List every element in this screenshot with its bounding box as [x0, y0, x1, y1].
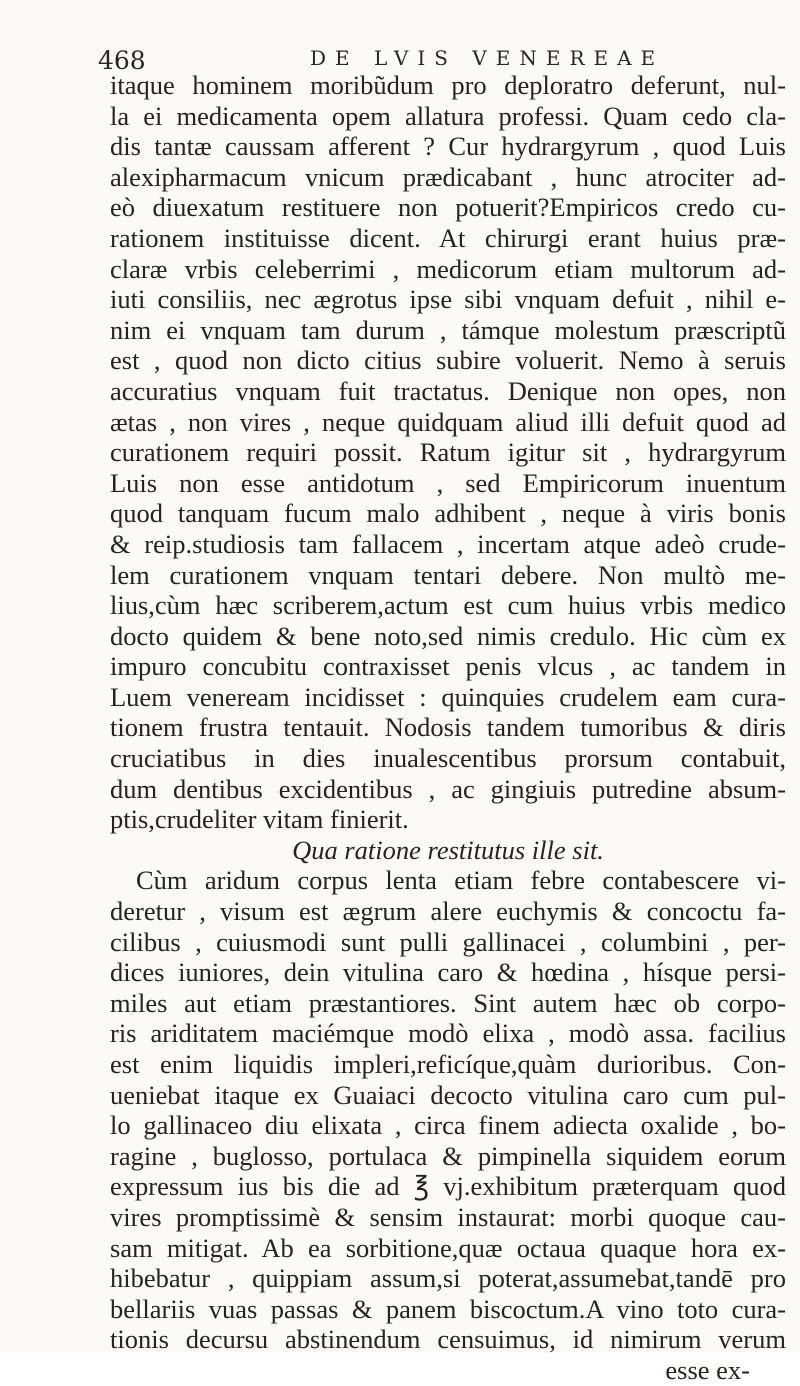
text-line: lo gallinaceo diu elixata , circa finem adiecta oxalide , bo- — [110, 1110, 786, 1141]
text-line: la ei medicamenta opem allatura professi. Quam cedo cla- — [110, 100, 786, 131]
paragraph-two — [110, 865, 786, 1355]
text-line: vires promptissimè & sensim instaurat: morbi quoque cau- — [110, 1201, 786, 1232]
text-line: est , quod non dicto citius subire voluerit. Nemo à seruis — [110, 345, 786, 376]
text-line: & reip.studiosis tam fallacem , incertam atque adeò crude- — [110, 528, 786, 559]
text-line: rationem instituisse dicent. At chirurgi erant huius præ- — [110, 222, 786, 253]
text-line: hibebatur , quippiam assum,si poterat,assumebat,tandē pro — [110, 1263, 786, 1294]
text-line: nim ei vnquam tam durum , támque molestum præscriptũ — [110, 314, 786, 345]
page-number: 468 — [98, 46, 146, 75]
text-line: bellariis vuas passas & panem biscoctum.A vino toto cura- — [110, 1293, 786, 1324]
text-line: miles aut etiam præstantiores. Sint autem hæc ob corpo- — [110, 987, 786, 1018]
text-line: Luis non esse antidotum , sed Empiricorum inuentum — [110, 467, 786, 498]
text-line: sam mitigat. Ab ea sorbitione,quæ octaua quaque hora ex- — [110, 1232, 786, 1263]
text-line: lius,cùm hæc scriberem,actum est cum huius vrbis medico — [110, 590, 786, 621]
text-line: deretur , visum est ægrum alere euchymis & concoctu fa- — [110, 896, 786, 927]
text-line: expressum ius bis die ad ℥ vj.exhibitum præterquam quod — [110, 1171, 786, 1202]
text-line: ris ariditatem maciémque modò elixa , modò assa. facilius — [110, 1018, 786, 1049]
text-line: claræ vrbis celeberrimi , medicorum etiam multorum ad- — [110, 253, 786, 284]
text-line: curationem requiri possit. Ratum igitur sit , hydrargyrum — [110, 437, 786, 468]
text-line: impuro concubitu contraxisset penis vlcus , ac tandem in — [110, 651, 786, 682]
text-line: est enim liquidis impleri,reficíque,quàm durioribus. Con- — [110, 1049, 786, 1079]
running-head — [98, 12, 798, 75]
text-line: lem curationem vnquam tentari debere. Non multò me- — [110, 559, 786, 590]
text-line: ætas , non vires , neque quidquam aliud illi defuit quod ad — [110, 406, 786, 437]
text-line: dices iuniores, dein vitulina caro & hœdina , hísque persi- — [110, 957, 786, 988]
catchword: esse ex- — [665, 1354, 750, 1385]
text-line: cruciatibus in dies inualescentibus prorsum contabuit, — [110, 743, 786, 774]
paragraph-one — [110, 70, 786, 835]
text-line: Luem veneream incidisset : quinquies crudelem eam cura- — [110, 681, 786, 712]
text-line: cilibus , cuiusmodi sunt pulli gallinacei , columbini , per- — [110, 926, 786, 957]
text-line: dis tantæ caussam afferent ? Cur hydrargyrum , quod Luis — [110, 131, 786, 162]
text-line: accuratius vnquam fuit tractatus. Denique non opes, non — [110, 375, 786, 406]
text-line: ragine , buglosso, portulaca & pimpinella siquidem eorum — [110, 1140, 786, 1171]
text-line: quod tanquam fucum malo adhibent , neque à viris bonis — [110, 498, 786, 529]
text-line: iuti consiliis, nec ægrotus ipse sibi vnquam defuit , nihil e- — [110, 284, 786, 315]
text-line: docto quidem & bene noto,sed nimis credulo. Hic cùm ex — [110, 620, 786, 651]
text-line: tionis decursu abstinendum censuimus, id nimirum verum — [110, 1324, 786, 1355]
body-text — [110, 70, 786, 1386]
text-line: itaque hominem moribũdum pro deploratro deferunt, nul- — [110, 70, 786, 100]
text-line: tionem frustra tentauit. Nodosis tandem tumoribus & diris — [110, 712, 786, 743]
text-line: Cùm aridum corpus lenta etiam febre contabescere vi- — [136, 865, 786, 896]
text-line: eò diuexatum restituere non potuerit?Empiricos credo cu- — [110, 192, 786, 223]
running-title: DE LVIS VENEREAE — [310, 46, 665, 70]
text-line: alexipharmacum vnicum prædicabant , hunc atrociter ad- — [110, 161, 786, 192]
text-line: dum dentibus excidentibus , ac gingiuis putredine absum- — [110, 773, 786, 804]
text-line: ptis,crudeliter vitam finierit. — [110, 804, 409, 835]
section-heading: Qua ratione restitutus ille sit. — [292, 834, 604, 865]
text-line: ueniebat itaque ex Guaiaci decocto vitulina caro cum pul- — [110, 1079, 786, 1110]
